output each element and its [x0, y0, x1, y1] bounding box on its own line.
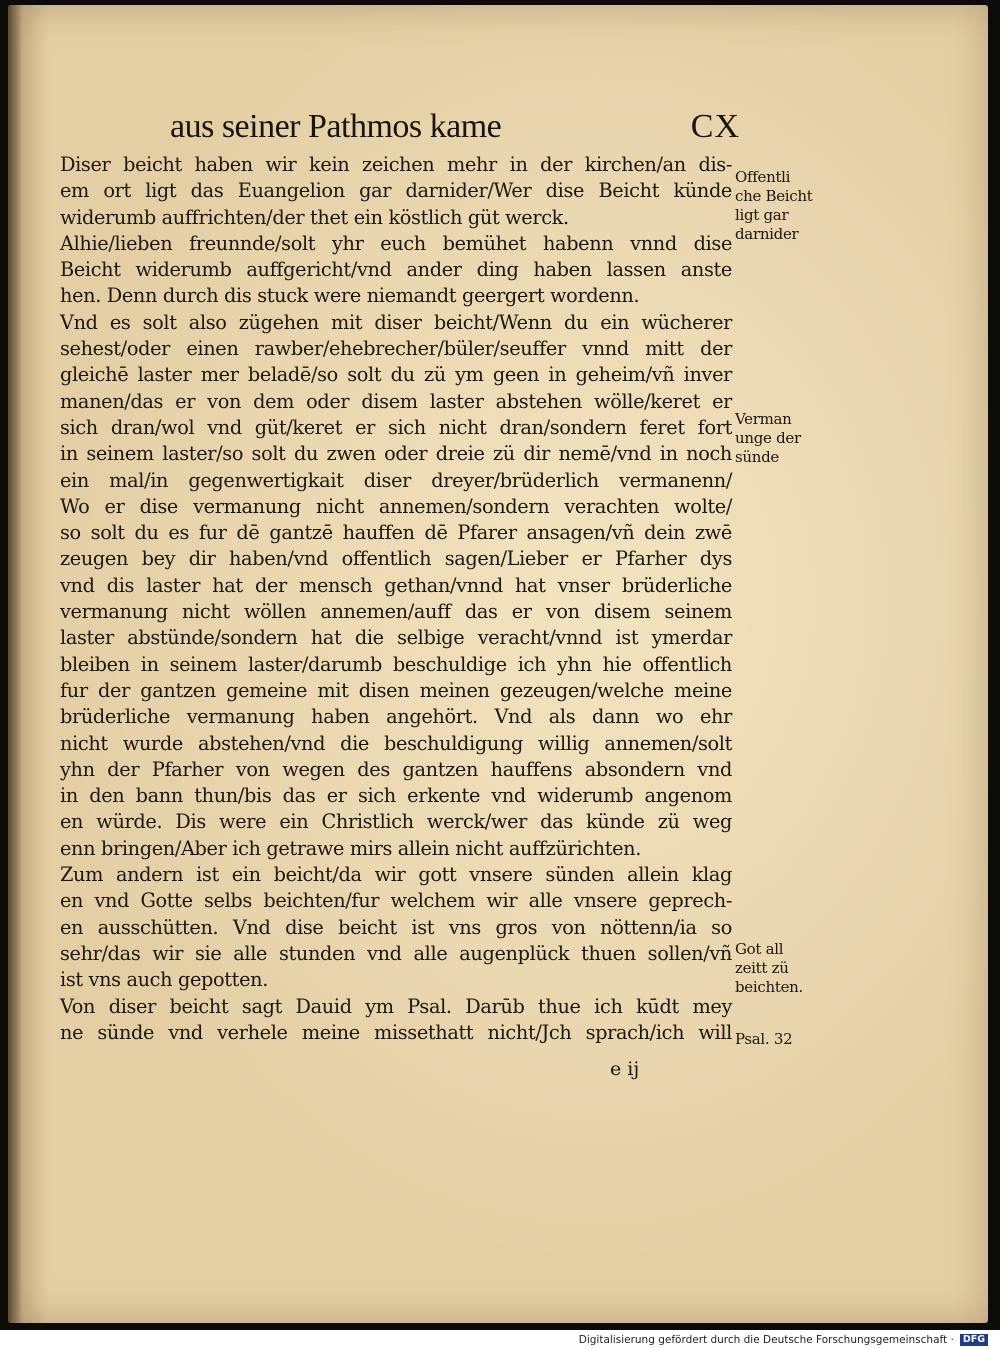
text-line: Zum andern ist ein beicht/da wir gott vnsere sünden allein klag	[60, 863, 732, 887]
text-line: Diser beicht haben wir kein zeichen mehr in der kirchen/an dis-	[60, 153, 732, 176]
text-line: sehest/oder einen rawber/ehebrecher/büler/seuffer vnnd mitt der	[60, 337, 732, 361]
text-line: ist vns auch gepotten.	[60, 968, 268, 992]
text-line: Von diser beicht sagt Dauid ym Psal. Darūb thue ich kūdt mey	[60, 994, 732, 1018]
text-line: brüderliche vermanung haben angehört. Vnd als dann wo ehr	[60, 705, 732, 729]
text-line: vnd dis laster hat der mensch gethan/vnnd hat vnser brüderliche	[60, 573, 732, 597]
marginal-note-line: ligt gar	[735, 206, 789, 224]
text-line: hen. Denn durch dis stuck were niemandt geergert wordenn.	[60, 284, 640, 308]
marginal-note-line: sünde	[735, 448, 779, 466]
page-gutter	[8, 5, 22, 1323]
marginal-note-line: Psal. 32	[735, 1030, 793, 1048]
text-line: vermanung nicht wöllen annemen/auff das er von disem seinem	[60, 600, 732, 624]
text-line: Vnd es solt also zügehen mit diser beicht/Wenn du ein wücherer	[60, 310, 732, 334]
text-line: nicht wurde abstehen/vnd die beschuldigung willig annemen/solt	[60, 731, 732, 755]
text-line: in den bann thun/bis das er sich erkente vnd widerumb angenom	[60, 784, 732, 808]
marginal-note-line: che Beicht	[735, 187, 813, 205]
main-text-block	[60, 152, 732, 1046]
text-line: em ort ligt das Euangelion gar darnider/Wer dise Beicht künde	[60, 179, 732, 203]
signature-mark: e ij	[610, 1058, 640, 1080]
marginal-note-line: zeitt zü	[735, 959, 789, 977]
text-line: sich dran/wol vnd güt/keret er sich nicht dran/sondern feret fort	[60, 415, 732, 439]
footer-credit: Digitalisierung gefördert durch die Deutsche Forschungsgemeinschaft ·	[578, 1334, 954, 1346]
text-line: so solt du es fur dē gantzē hauffen dē Pfarer ansagen/vñ dein zwē	[60, 521, 732, 545]
text-line: yhn der Pfarher von wegen des gantzen hauffens absondern vnd	[60, 757, 732, 781]
text-line: fur der gantzen gemeine mit disen meinen gezeugen/welche meine	[60, 678, 732, 702]
text-line: manen/das er von dem oder disem laster abstehen wölle/keret er	[60, 389, 732, 413]
dfg-logo: DFG	[960, 1334, 988, 1346]
text-line: in seinem laster/so solt du zwen oder dreie zü dir nemē/vnd in noch	[60, 442, 732, 466]
text-line: ein mal/in gegenwertigkait diser dreyer/brüderlich vermanenn/	[60, 468, 732, 492]
text-line: Wo er dise vermanung nicht annemen/sondern verachten wolte/	[60, 494, 732, 518]
text-line: bleiben in seinem laster/darumb beschuldige ich yhn hie offentlich	[60, 652, 732, 676]
text-line: en würde. Dis were ein Christlich werck/wer das künde zü weg	[60, 810, 732, 834]
text-line: Beicht widerumb auffgericht/vnd ander ding haben lassen anste	[60, 258, 732, 282]
marginal-note-line: Got all	[735, 940, 784, 958]
marginal-note-line: Offentli	[735, 168, 791, 186]
text-line: ne sünde vnd verhele meine missethatt nicht/Jch sprach/ich will	[60, 1020, 732, 1044]
text-line: sehr/das wir sie alle stunden vnd alle augenplück thuen sollen/vñ	[60, 941, 732, 965]
text-line: zeugen bey dir haben/vnd offentlich sagen/Lieber er Pfarher dys	[60, 547, 732, 571]
marginal-note-got-beichten	[735, 940, 825, 997]
page-footer	[579, 1333, 988, 1347]
marginal-note-line: beichten.	[735, 978, 803, 996]
text-line: Alhie/lieben freunnde/solt yhr euch bemühet habenn vnnd dise	[60, 231, 732, 255]
text-line: en vnd Gotte selbs beichten/fur welchem wir alle vnsere geprech-	[60, 889, 732, 913]
marginal-note-line: unge der	[735, 429, 801, 447]
page-header	[150, 108, 740, 154]
text-line: enn bringen/Aber ich getrawe mirs allein nicht auffzürichten.	[60, 836, 642, 860]
marginal-note-psalm	[735, 1030, 825, 1049]
text-line: laster abstünde/sondern hat die selbige veracht/vnnd ist ymerdar	[60, 626, 732, 650]
marginal-note-line: Verman	[735, 410, 792, 428]
marginal-note-vermanunge	[735, 410, 825, 467]
folio-number: CX	[690, 108, 740, 145]
marginal-note-offentliche-beicht	[735, 168, 825, 244]
running-title: aus seiner Pathmos kame	[170, 108, 502, 145]
text-line: gleichē laster mer beladē/so solt du zü ym geen in geheim/vñ inver	[60, 363, 732, 387]
marginal-note-line: darnider	[735, 225, 799, 243]
text-line: widerumb auffrichten/der thet ein köstlich güt werck.	[60, 205, 569, 229]
text-line: en ausschütten. Vnd dise beicht ist vns gros von nöttenn/ia so	[60, 915, 732, 939]
